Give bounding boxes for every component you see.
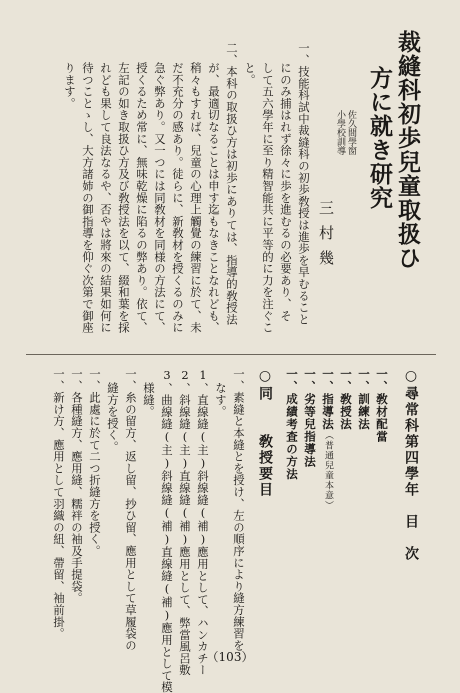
body-line: 急ぐ弊あり。又一つには同敎材を同様の方法にて、 [153,62,167,334]
body-line: が、最適切なることは申す迄もなきことなれども、 [207,62,221,334]
body-line: れども果して良法なるや、否やは將來の結果如何に [99,62,113,334]
author-affiliation-1: 佐久間學窗 [346,110,356,155]
toc-item [285,368,298,481]
body-line: 稍々もすれば、兒童の心理上觸覺の練習に於て、未 [189,62,203,334]
body-line: だ不充分の感あり。徒らに、新敎材を授くるのみに [171,62,185,334]
section-divider [26,354,436,355]
body-line: 二、本科の取扱ひ方は初歩にありては、指導的敎授法 [225,42,239,326]
page-number: （103） [206,650,254,664]
author-name: 三村幾 [317,200,335,275]
toc-item [357,368,370,431]
toc-item [303,368,316,468]
section-line: 一、新け方、應用として羽織の紐、帶留、袖前掛。 [52,368,66,640]
body-line: と。 [243,62,257,86]
section-line: 一、此處に於て二つ折縫方を授く。 [88,368,102,557]
toc-item-label: 一、劣等兒指導法 [303,368,317,468]
author-affiliation-2: 小學校訓導 [335,110,345,155]
toc-item-label: 一、指導法 [321,368,335,431]
body-line: 授くるため常に、無味乾燥に陷るの弊あり。依て、 [135,62,149,334]
section-line: 一、各種縫方、應用縫、糯袢の袖及手提袋。 [70,368,84,604]
section-header: ○同 敎授要目 [257,368,273,498]
toc-item-label: 一、成績考査の方法 [285,368,299,481]
body-line: して五六學年に至り精智能共に平等的に力を注ぐこ [261,62,275,334]
section-line: 縫方を授く。 [106,382,120,453]
section-line: 1、直線縫(主)斜線縫(補)應用として、ハンカチー [196,368,210,676]
body-line: ります。 [63,62,77,110]
section-line: 3、曲線縫(主)斜線縫(補)直線縫(補)應用として模 [160,368,174,693]
article-title-line-2: 方に就き研究 [366,66,393,210]
toc-item-note: （普通兒童本意） [323,430,333,511]
section-line: 一、素縫と本縫とを授け、左の順序により縫方練習を [232,368,246,652]
section-line: 2、斜線縫(主)直線縫(補)應用として、弊當風呂敷 [178,368,192,676]
toc-item-label: 一、敎授法 [339,368,353,431]
section-line: なす。 [214,382,228,418]
toc-item [321,368,334,511]
body-line: 待つことゝし、大方諸姉の御指導を仰ぐ次第で御座 [81,62,95,334]
body-line: 左記の如き取扱ひ方及び敎授法を以て、綴和葉を採 [117,62,131,334]
body-line: 一、技能科試中裁縫科の初歩敎授は進歩を早むること [297,42,311,326]
toc-item-label: 一、訓練法 [357,368,371,431]
section-line: 様縫。 [142,382,156,418]
article-title-line-1: 裁縫科初歩兒童取扱ひ [394,30,421,270]
toc-item [375,368,388,443]
toc-item-label: 一、敎材配當 [375,368,389,443]
toc-header: ○尋常科第四學年 目 次 [403,368,419,562]
toc-item [339,368,352,431]
body-line: にのみ捕はれず徐々に歩を進むるの必要あり、そ [279,62,293,322]
section-line: 一、糸の留方、返し留、抄ひ留、應用として草履袋の [124,368,138,652]
